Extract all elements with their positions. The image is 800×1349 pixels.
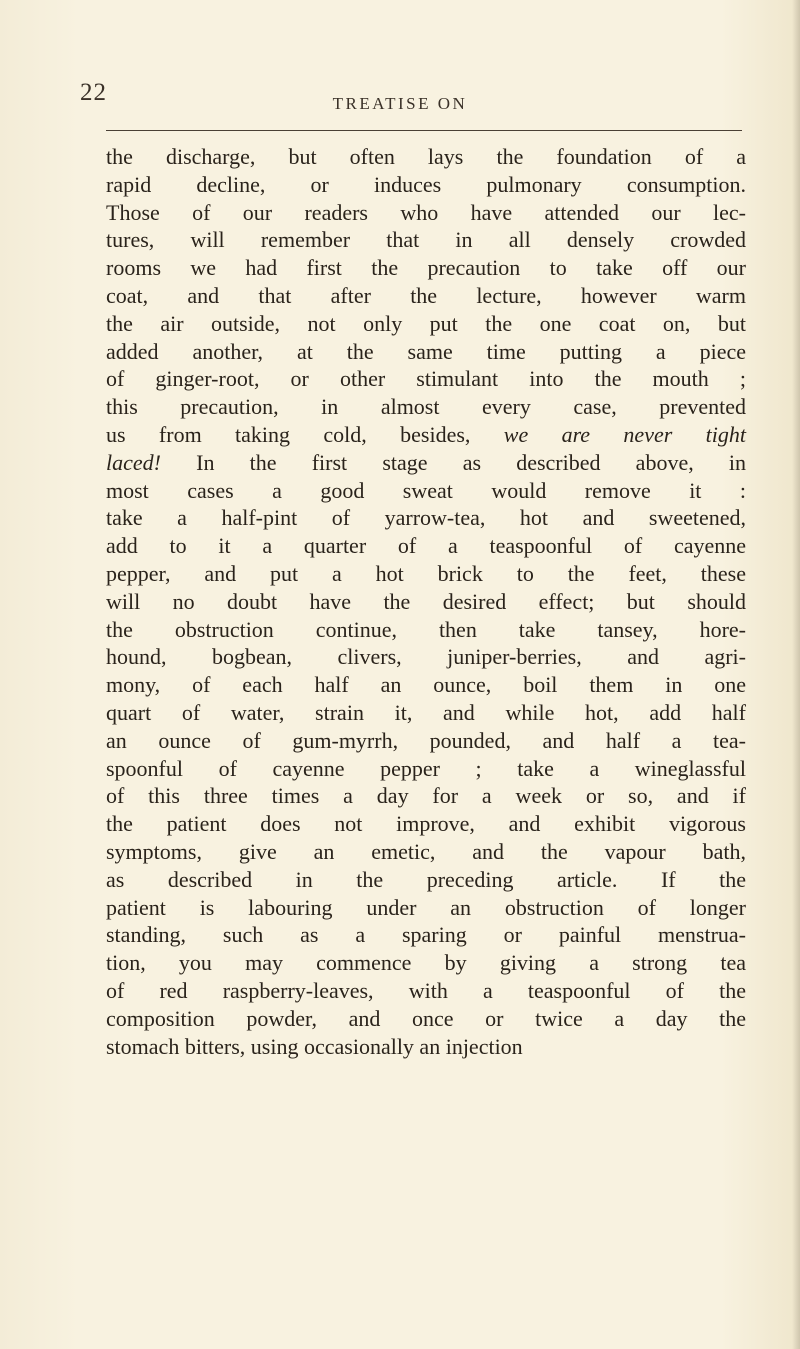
text-line: will no doubt have the desired effect; but should	[106, 588, 746, 614]
text-line: rapid decline, or induces pulmonary consumption.	[106, 171, 746, 197]
text-line: of ginger-root, or other stimulant into the mouth ;	[106, 366, 746, 392]
text-line: coat, and that after the lecture, however warm	[106, 282, 746, 308]
running-head: TREATISE ON	[332, 94, 468, 113]
body-text	[106, 143, 746, 1060]
page-number: 22	[80, 79, 107, 106]
text-line: patient is labouring under an obstruction of longer	[106, 894, 746, 920]
text-line: an ounce of gum-myrrh, pounded, and half a tea-	[106, 727, 746, 753]
text-line: rooms we had first the precaution to take off our	[106, 255, 746, 281]
text-line: of red raspberry-leaves, with a teaspoonful of the	[106, 977, 746, 1003]
text-line: standing, such as a sparing or painful menstrua-	[106, 922, 746, 948]
emphasis-text: we are never tight	[503, 421, 746, 447]
text-line: the patient does not improve, and exhibit vigorous	[106, 811, 746, 837]
text-line: mony, of each half an ounce, boil them in one	[106, 672, 746, 698]
text-line: the obstruction continue, then take tansey, hore-	[106, 616, 746, 642]
text-line: quart of water, strain it, and while hot, add half	[106, 699, 746, 725]
text-line: of this three times a day for a week or so, and if	[106, 783, 746, 809]
text-line: added another, at the same time putting a piece	[106, 338, 746, 364]
text-line: hound, bogbean, clivers, juniper-berries, and agri-	[106, 644, 746, 670]
emphasis-text: laced!	[106, 449, 161, 475]
text-line: tures, will remember that in all densely crowded	[106, 227, 746, 253]
text-line: the air outside, not only put the one coat on, but	[106, 310, 746, 336]
text-line: tion, you may commence by giving a strong tea	[106, 950, 746, 976]
text-line: as described in the preceding article. If the	[106, 866, 746, 892]
text-line: stomach bitters, using occasionally an injection	[106, 1033, 523, 1059]
text-line: most cases a good sweat would remove it :	[106, 477, 746, 503]
text-line: Those of our readers who have attended our lec-	[106, 199, 746, 225]
page-edge-shadow	[792, 0, 800, 1349]
text-line: symptoms, give an emetic, and the vapour bath,	[106, 838, 746, 864]
text-line: the discharge, but often lays the foundation of a	[106, 144, 746, 169]
text-line: laced! In the first stage as described above, in	[106, 449, 746, 475]
text-line: us from taking cold, besides, we are never tight	[106, 421, 746, 447]
header-rule	[106, 130, 742, 131]
text-line: spoonful of cayenne pepper ; take a wineglassful	[106, 755, 746, 781]
text-line: add to it a quarter of a teaspoonful of cayenne	[106, 533, 746, 559]
text-line: this precaution, in almost every case, prevented	[106, 394, 746, 420]
text-line: take a half-pint of yarrow-tea, hot and sweetened,	[106, 505, 746, 531]
text-line: composition powder, and once or twice a day the	[106, 1005, 746, 1031]
text-line: pepper, and put a hot brick to the feet, these	[106, 560, 746, 586]
